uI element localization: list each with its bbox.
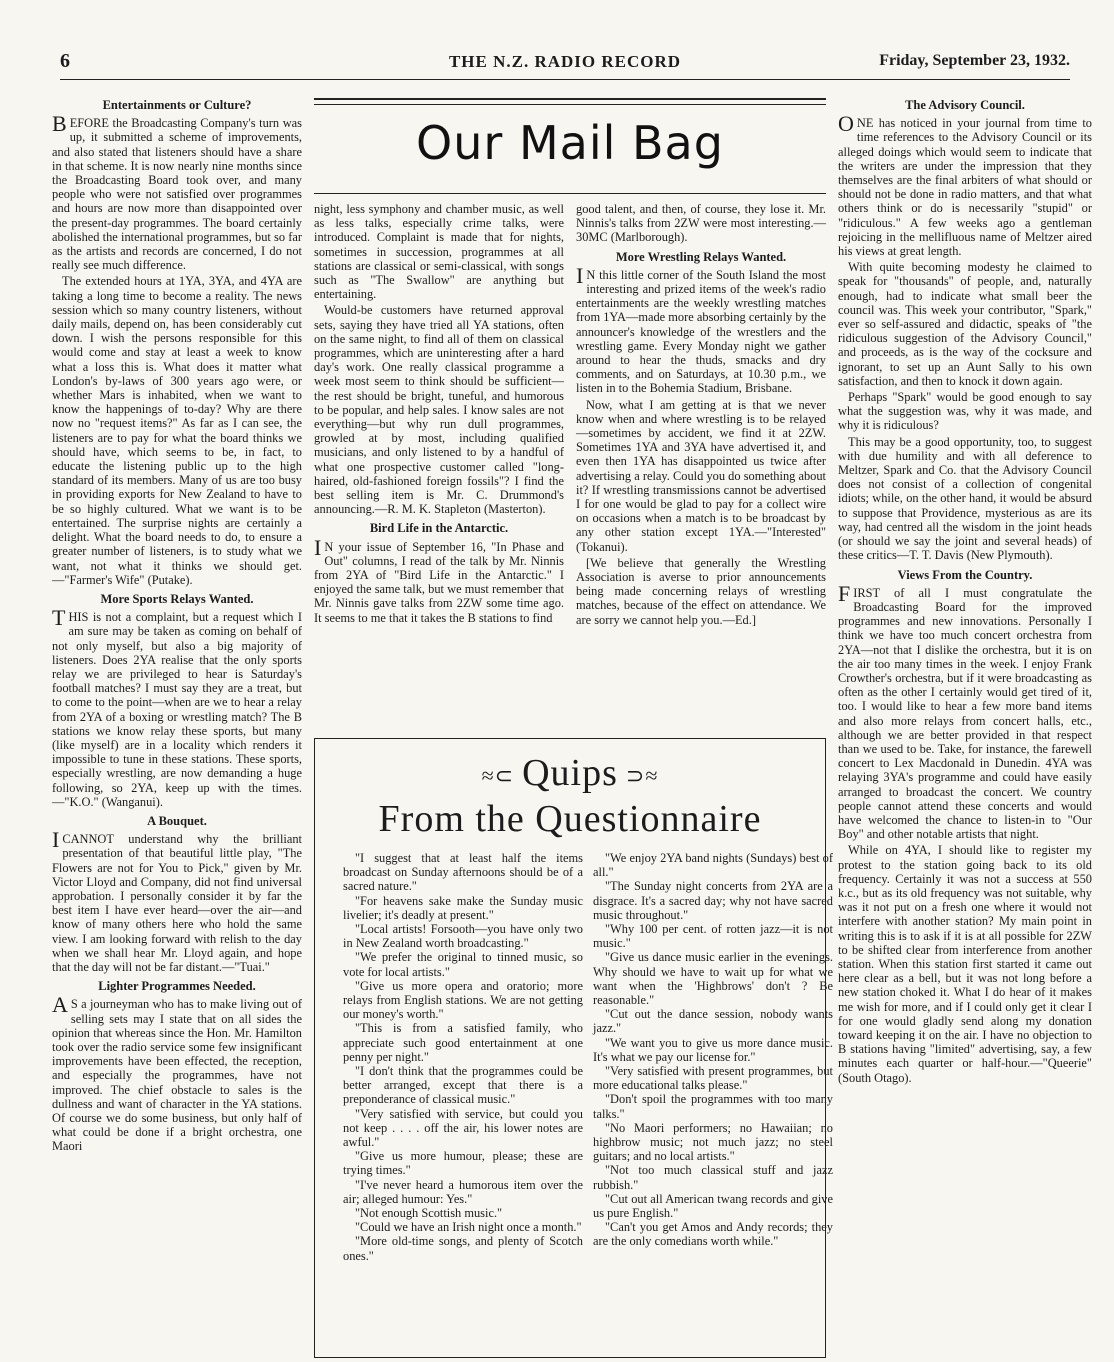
letter-text: N this little corner of the South Island the most interesting and prized items of the week's radio entertainments are the weekly wrestling matches from 1YA—made more absorbing certainly by the announcer's knowledge of the wrestlers and the wrestling game. Every Monday night we gather around to hear the thuds, smacks and dry comments, and on Saturdays, at 10.30 p.m., we listen in to the Bohemia Stadium, Brisbane. — [576, 267, 826, 396]
letter-paragraph: Perhaps "Spark" would be good enough to say what the suggestion was, why it was made, and why it is ridiculous? — [838, 390, 1092, 433]
quip: "Cut out all American twang records and give us pure English." — [593, 1191, 833, 1221]
quip: "Give us more opera and oratorio; more relays from English stations. We are not getting our money's worth." — [343, 978, 583, 1022]
header-rule — [60, 79, 1070, 80]
quip: "We prefer the original to tinned music, so vote for local artists." — [343, 950, 583, 979]
letter-paragraph: With quite becoming modesty he claimed to speak for "thousands" of people, and, naturally enough, had to indicate what small beer the council was. This week your contributor, "Spark," ever so self-assured and didactic, speaks of "the ridiculous suggestion of the Advisory Council," and proceeds, as is the way of the cocksure and ignorant, to set up an Aunt Sally to his own satisfaction, and then to knock it down again. — [838, 260, 1092, 388]
letter-text: CANNOT understand why the brilliant presentation of that beautiful little play, "The Flowers are not for You to Pick," given by Mr. Victor Lloyd and Company, did not find universal approbation. I personally consider it by far the best item I have ever heard—over the air—and know of many others here who hold the same view. I am looking forward with relish to the day when we shall hear Mr. Lloyd again, and hope that the day will not be far distant.—"Tuai." — [52, 832, 302, 974]
mailbag-title: Our Mail Bag — [416, 116, 724, 170]
letter-views — [838, 580, 1092, 842]
quip: "Don't spoil the programmes with too many talks." — [593, 1092, 833, 1121]
quip: "Could we have an Irish night once a month." — [355, 1220, 582, 1235]
quips-title — [315, 751, 825, 795]
quips-title-text: Quips — [522, 752, 618, 794]
quip: "The Sunday night concerts from 2YA are a disgrace. It's a sacred day; why not have sacred music throughout." — [593, 879, 833, 922]
letter-text: S a journeyman who has to make living out of selling sets may I state that on all sides the opinion that whereas since the Hon. Mr. Hamilton took over the radio service some few insignificant improvements have been effected, the reception, and especially the programmes, have not improved. The chief obstacle to sales is the dullness and want of character in the YA stations. Of course we do some business, but only half of what could be done if a bright orchestra, one Maori — [52, 997, 302, 1154]
letter-bouquet — [52, 827, 302, 974]
quips-subtitle: From the Questionnaire — [378, 798, 762, 840]
quip: "Give us dance music earlier in the evenings. Why should we have to wait up for what we want when the 'Highbrows' don't ? Be reasonable." — [593, 950, 833, 1008]
letter-paragraph: night, less symphony and chamber music, as well as less talks, especially crime talks, were introduced. Complaint is made that for nights, sometimes in succession, programmes at all stations are classical or semi-classical, with songs such as "The Swallow" are anything but entertaining. — [314, 202, 564, 302]
quip: "For heavens sake make the Sunday music livelier; it's deadly at present." — [343, 893, 583, 922]
quip: "I suggest that at least half the items broadcast on Sunday afternoons should be of a sacred nature." — [343, 851, 583, 894]
heading-sports-relays: More Sports Relays Wanted. — [100, 591, 254, 606]
letter-text: NE has noticed in your journal from time to time references to the Advisory Council or its alleged doings which would seem to indicate that the writers are under the impression that they themselves are the final arbiters of what should or should not be done in radio matters, and that what others think or do is necessarily "stupid" or "ridiculous." A few weeks ago a gentleman rejoicing in the mellifluous name of Meltzer aired his views at great length. — [838, 116, 1092, 259]
quip: "Local artists! Forsooth—you have only two in New Zealand worth broadcasting." — [343, 922, 583, 951]
ornament-icon: ≈⊂ — [481, 763, 515, 789]
page-number: 6 — [60, 50, 70, 72]
quip: "Cut out the dance session, nobody wants jazz." — [593, 1007, 833, 1036]
letter-sports — [52, 605, 302, 809]
letter-bird-life — [314, 534, 564, 625]
letter-lighter — [52, 992, 302, 1154]
quip: "No Maori performers; no Hawaiian; no highbrow music; not much jazz; no steel guitars; and no local artists." — [593, 1120, 833, 1164]
quip: "I don't think that the programmes could be better arranged, except that there is a preponderance of classical music." — [343, 1064, 583, 1107]
quip: "Can't you get Amos and Andy records; they are the only comedians worth while." — [593, 1220, 833, 1249]
ornament-icon: ⊃≈ — [625, 763, 659, 789]
quip: "We enjoy 2YA band nights (Sundays) best of all." — [593, 851, 833, 880]
heading-views-country: Views From the Country. — [897, 567, 1033, 582]
quips-box — [314, 738, 833, 1358]
letter-paragraph: Now, what I am getting at is that we never know when and where wrestling is to be relayed—sometimes by accident, we find it at 2ZW. Sometimes 1YA and 3YA have advertised it, and even then 1YA has disappointed us twice after advertising a relay. Could you do something about it? If wrestling transmissions cannot be advertised I for one would be glad to pay for a collect wire on occasions when a match is to be broadcast by any other station except 1YA.—"Interested" (Tokanui). — [576, 397, 826, 554]
letter-entertainments — [52, 111, 302, 273]
issue-date: Friday, September 23, 1932. — [879, 52, 1070, 69]
heading-bird-life: Bird Life in the Antarctic. — [369, 521, 509, 536]
heading-advisory-council: The Advisory Council. — [905, 98, 1025, 112]
quip: "Very satisfied with present programmes, but more educational talks please." — [593, 1064, 833, 1093]
quips-right-column — [593, 851, 833, 1249]
letter-wrestling — [576, 262, 826, 396]
drop-cap: I — [52, 827, 60, 853]
quip: "More old-time songs, and plenty of Scotch ones." — [343, 1234, 583, 1263]
drop-cap: O — [838, 111, 854, 137]
heading-entertainments: Entertainments or Culture? — [102, 98, 252, 112]
letter-paragraph: good talent, and then, of course, they lose it. Mr. Ninnis's talks from 2ZW were most interesting.—30MC (Marlborough). — [576, 202, 826, 245]
letter-text: N your issue of September 16, "In Phase and Out" columns, I read of the talk by Mr. Ninnis from 2YA of "Bird Life in the Antarctic." I enjoyed the same talk, but we must remember that Mr. Ninnis gave talks from 2ZW some time ago. It seems to me that it takes the B stations to find — [314, 539, 564, 625]
banner-rule — [314, 104, 826, 105]
editor-note: [We believe that generally the Wrestling Association is averse to prior announcements being made concerning relays of wrestling matches, because of the effect on attendance. We are sorry we cannot help you.—Ed.] — [576, 555, 826, 627]
column-3 — [576, 202, 826, 629]
banner-rule — [314, 98, 826, 100]
letter-text: IRST of all I must congratulate the Broadcasting Board for the improved programmes and new innovations. Personally I think we have too much concert orchestra from 2YA—not that I dislike the orchestra, but it is on the air too many times in the week. I enjoy Frank Crowther's orchestra, but if it were broadcasting as often as the other I certainly would get tired of it, too. I would like to hear a few more band items and also more relays from concert halls, etc., although we are better provided in that respect than we used to be. Take, for instance, the farewell concert to Lex Macdonald in Dunedin. 4YA was relaying 3YA's programme and could have easily arranged to broadcast the concert. We country people cannot attend these concerts and would have welcomed the chance to listen-in to "Our Boy" and other notable artists that night. — [838, 585, 1092, 842]
page-header — [60, 50, 1070, 74]
quip: "Give us more humour, please; these are trying times." — [343, 1149, 583, 1178]
masthead: THE N.Z. RADIO RECORD — [448, 52, 682, 71]
quip: "This is from a satisfied family, who appreciate such good entertainment at one penny per night." — [343, 1021, 583, 1064]
quip: "Why 100 per cent. of rotten jazz—it is not music." — [593, 922, 833, 951]
quip: "Not enough Scottish music." — [355, 1206, 503, 1221]
heading-lighter-programmes: Lighter Programmes Needed. — [98, 979, 256, 994]
letter-advisory — [838, 111, 1092, 259]
drop-cap: I — [314, 534, 322, 560]
letter-text: EFORE the Broadcasting Company's turn was up, it submitted a scheme of improvements, and also stated that listeners should have a share in that scheme. It is now nearly nine months since the Broadcasting Board took over, and many people who were not satisfied over programmes and hours are now more than disappointed over the present-day programmes. The board certainly abolished the international programmes, but so far as the artists and records are concerned, I do not really see much difference. — [52, 116, 302, 273]
quip: "Very satisfied with service, but could you not keep . . . . off the air, his lower notes are awful." — [343, 1106, 583, 1150]
heading-wrestling: More Wrestling Relays Wanted. — [615, 249, 787, 264]
column-2 — [314, 202, 564, 627]
quip: "We want you to give us more dance music. It's what we pay our license for." — [593, 1035, 833, 1064]
drop-cap: T — [52, 605, 66, 631]
quips-left-column — [343, 851, 583, 1263]
letter-paragraph: The extended hours at 1YA, 3YA, and 4YA are taking a long time to become a reality. The news session which so many country listeners, without daily mails, depend on, has been considerably cut down. I wish the persons responsible for this would come and stay at least a week to know what a loss this is. What does it matter what London's by-laws of 300 years ago were, or whether Mars is inhabited, when we want to know the happenings of to-day? Why are there now no "request items?" As far as I can see, the listeners are to pay for what the board thinks we should have, which seems to be, in fact, to educate the listening public up to the high standard of its members. Many of us are too busy in providing exports for New Zealand to have to be so highly cultured. What we want is to be entertained. The surprise nights are certainly a delight. What the board needs to do, to ensure a greater number of listeners, is to study what we want, not what it thinks we should get.—"Farmer's Wife" (Putake). — [52, 274, 302, 587]
column-1 — [52, 93, 302, 1156]
drop-cap: F — [838, 580, 851, 606]
banner-rule — [314, 193, 826, 194]
heading-bouquet: A Bouquet. — [147, 813, 207, 828]
column-4 — [838, 93, 1092, 1087]
mailbag-banner — [314, 98, 826, 194]
drop-cap: B — [52, 111, 67, 137]
quip: "I've never heard a humorous item over the air; alleged humour: Yes." — [343, 1177, 583, 1206]
drop-cap: A — [52, 992, 68, 1018]
quip: "Not too much classical stuff and jazz rubbish." — [593, 1163, 833, 1192]
letter-paragraph: Would-be customers have returned approval sets, saying they have tried all YA stations, often on the same night, to find all of them on classical programmes, which are uninteresting after a hard day's work. One really classical programme a week most seem to think should be sufficient—the rest should be bright, tuneful, and humorous to be popular, and help sales. I know sales are not everything—but why run dull programmes, growled at by most, including qualified musicians, and only listened to by a handful of what one prospective customer called "long-haired, old-fashioned foreign fossils"? I find the best selling item is Mr. C. Drummond's announcing.—R. M. K. Stapleton (Masterton). — [314, 303, 564, 517]
letter-paragraph: This may be a good opportunity, too, to suggest with due humility and with all deference to Meltzer, Spark and Co. that the Advisory Council does not consist of a collection of congenital idiots; while, on the other hand, it would be absurd to suppose that Providence, mysterious as are its way, had centred all the wisdom in the joint heads (or should we say the joint and several heads) of these critics—T. T. Davis (New Plymouth). — [838, 434, 1092, 563]
drop-cap: I — [576, 262, 584, 288]
letter-paragraph: While on 4YA, I should like to register my protest to the station going back to its old frequency. Certainly it was not a success at 550 k.c., but as its old frequency was not suitable, why was it not put on a fresh one where it would not interfere with another station? My main point in writing this is to ask if it is at all possible for 2ZW to be shifted clear from interference from another station. When this station first started it came out here clear as a bell, but it was not long before a new station choked it. What I do hear of it makes me wish for more, and if I could only get it clear I for one would gladly send along my donation toward keeping it on the air. I have no objection to B stations having "limited" advertising, say, a few minutes each quarter or half-hour.—"Queerie" (South Otago). — [838, 843, 1092, 1085]
letter-text: HIS is not a complaint, but a request which I am sure may be taken as coming on behalf of not only myself, but also a big majority of listeners. Does 2YA realise that the only sports relay we are privileged to hear is Saturday's football matches? I must say they are a treat, but to come to the point—when are we to hear a relay from 2YA of a boxing or wrestling match? The B stations we know relay these sports, but many (like myself) are in a locality which renders it impossible to tune in these stations. These sports, especially wrestling, are now demanding a huge following, so 2YA, keep up with the times.—"K.O." (Wanganui). — [52, 610, 302, 809]
